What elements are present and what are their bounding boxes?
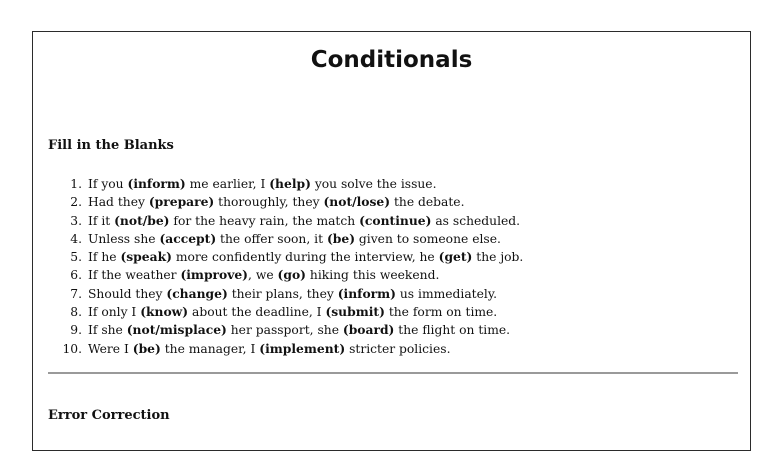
verb-prompt: (not/misplace) bbox=[126, 322, 227, 338]
sentence-text: Had they bbox=[88, 195, 149, 210]
list-item bbox=[48, 340, 523, 358]
sentence-text: thoroughly, they bbox=[214, 195, 324, 210]
sentence-text: the manager, I bbox=[160, 341, 260, 356]
sentence-text: the form on time. bbox=[384, 305, 498, 320]
verb-prompt: (be) bbox=[132, 340, 161, 356]
verb-prompt: (board) bbox=[342, 322, 395, 338]
sentence-text: Were I bbox=[88, 341, 133, 356]
verb-prompt: (speak) bbox=[120, 249, 172, 265]
list-item bbox=[48, 212, 523, 230]
list-item bbox=[48, 285, 523, 303]
list-item bbox=[48, 266, 523, 284]
verb-prompt: (improve) bbox=[180, 267, 249, 283]
page-title: Conditionals bbox=[310, 47, 473, 73]
verb-prompt: (accept) bbox=[159, 230, 217, 246]
sentence-text: If you bbox=[88, 177, 128, 191]
sentence-text: their plans, they bbox=[227, 286, 338, 301]
sentence-text: her passport, she bbox=[226, 323, 343, 338]
item-number: 3. bbox=[70, 213, 82, 228]
verb-prompt: (know) bbox=[140, 304, 189, 320]
exercise-list bbox=[48, 175, 523, 358]
verb-prompt: (get) bbox=[438, 249, 473, 265]
list-item bbox=[48, 230, 523, 248]
sentence-text: you solve the issue. bbox=[310, 177, 437, 191]
verb-prompt: (not/lose) bbox=[323, 194, 391, 210]
sentence-text: the debate. bbox=[390, 195, 465, 210]
item-number: 10. bbox=[62, 341, 82, 356]
item-number: 9. bbox=[70, 323, 82, 338]
list-item bbox=[48, 248, 523, 266]
sentence-text: us immediately. bbox=[395, 286, 498, 301]
sentence-text: the job. bbox=[472, 250, 524, 265]
verb-prompt: (continue) bbox=[359, 212, 432, 228]
sentence-text: hiking this weekend. bbox=[305, 268, 440, 283]
sentence-text: me earlier, I bbox=[185, 177, 270, 191]
sentence-text: stricter policies. bbox=[345, 341, 451, 356]
sentence-text: given to someone else. bbox=[355, 231, 501, 246]
sentence-text: more confidently during the interview, he bbox=[171, 250, 439, 265]
item-number: 6. bbox=[70, 268, 82, 283]
sentence-text: Unless she bbox=[88, 231, 160, 246]
list-item bbox=[48, 175, 523, 193]
sentence-text: Should they bbox=[88, 286, 167, 301]
item-number: 1. bbox=[70, 177, 82, 191]
verb-prompt: (be) bbox=[326, 230, 356, 246]
verb-prompt: (submit) bbox=[325, 304, 385, 320]
sentence-text: , we bbox=[248, 268, 278, 283]
sentence-text: If the weather bbox=[88, 268, 181, 283]
verb-prompt: (prepare) bbox=[148, 194, 215, 210]
item-number: 5. bbox=[70, 250, 82, 265]
fill-in-blanks-heading: Fill in the Blanks bbox=[48, 138, 174, 153]
error-correction-heading: Error Correction bbox=[48, 408, 170, 423]
sentence-text: If he bbox=[88, 250, 121, 265]
sentence-text: the flight on time. bbox=[394, 323, 511, 338]
verb-prompt: (not/be) bbox=[114, 212, 170, 228]
list-item bbox=[48, 321, 523, 339]
sentence-text: the offer soon, it bbox=[216, 231, 327, 246]
section-divider bbox=[48, 372, 738, 374]
sentence-text: If it bbox=[88, 213, 115, 228]
sentence-text: about the deadline, I bbox=[188, 305, 326, 320]
verb-prompt: (change) bbox=[166, 285, 228, 301]
list-item bbox=[48, 193, 523, 211]
verb-prompt: (implement) bbox=[259, 340, 346, 356]
worksheet-page bbox=[32, 31, 751, 451]
verb-prompt: (inform) bbox=[127, 176, 186, 191]
list-item bbox=[48, 303, 523, 321]
verb-prompt: (inform) bbox=[337, 285, 396, 301]
item-number: 2. bbox=[70, 195, 82, 210]
sentence-text: as scheduled. bbox=[431, 213, 521, 228]
item-number: 4. bbox=[70, 231, 82, 246]
verb-prompt: (help) bbox=[269, 176, 311, 191]
verb-prompt: (go) bbox=[277, 267, 306, 283]
item-number: 8. bbox=[70, 305, 82, 320]
sentence-text: If only I bbox=[88, 305, 141, 320]
sentence-text: If she bbox=[88, 323, 127, 338]
item-number: 7. bbox=[70, 286, 82, 301]
sentence-text: for the heavy rain, the match bbox=[169, 213, 360, 228]
